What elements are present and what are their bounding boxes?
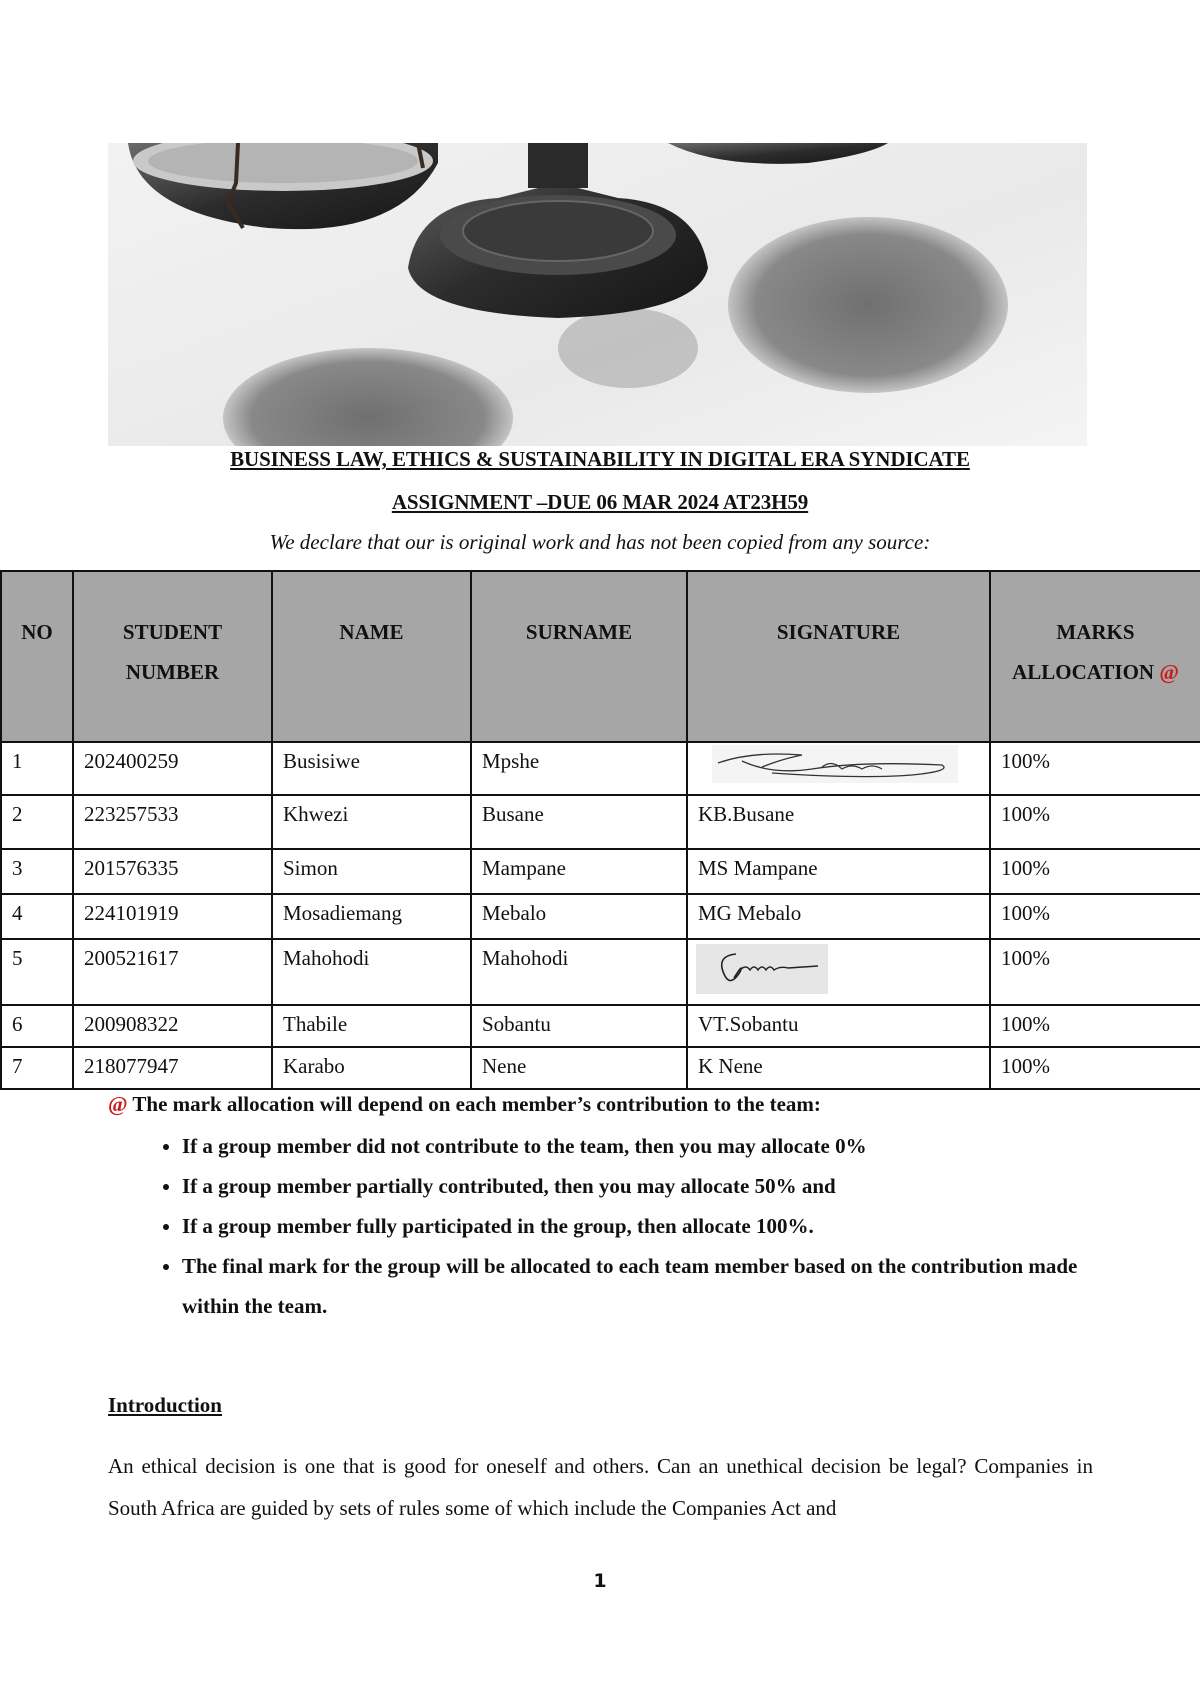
cell-student-number: 218077947 (73, 1047, 272, 1089)
cell-no: 7 (1, 1047, 73, 1089)
cell-no: 4 (1, 894, 73, 939)
cell-surname: Mebalo (471, 894, 687, 939)
table-row (1, 795, 1200, 849)
introduction-heading: Introduction (108, 1393, 222, 1417)
cell-signature: MG Mebalo (687, 894, 990, 939)
header-student-number: STUDENT NUMBER (73, 571, 272, 742)
list-item: • The final mark for the group will be allocated to each team member based on the contribution made within the team. (182, 1246, 1082, 1326)
scales-of-justice-image (108, 143, 1087, 446)
cell-signature: KB.Busane (687, 795, 990, 849)
header-marks-allocation: MARKS ALLOCATION @ (990, 571, 1200, 742)
cell-signature (687, 742, 990, 795)
cell-student-number: 223257533 (73, 795, 272, 849)
mark-allocation-note: @ The mark allocation will depend on each member’s contribution to the team: (108, 1092, 821, 1116)
cell-marks: 100% (990, 849, 1200, 894)
header-signature: SIGNATURE (687, 571, 990, 742)
header-no: NO (1, 571, 73, 742)
cell-surname: Mpshe (471, 742, 687, 795)
cell-no: 6 (1, 1005, 73, 1047)
cell-marks: 100% (990, 1047, 1200, 1089)
cell-signature: MS Mampane (687, 849, 990, 894)
list-item: • If a group member fully participated in the group, then allocate 100%. (182, 1206, 1082, 1246)
cell-student-number: 201576335 (73, 849, 272, 894)
declaration-text: We declare that our is original work and has not been copied from any source: (269, 530, 931, 554)
cell-name: Mosadiemang (272, 894, 471, 939)
cell-no: 5 (1, 939, 73, 1005)
cell-name: Thabile (272, 1005, 471, 1047)
table-row (1, 849, 1200, 894)
cell-no: 1 (1, 742, 73, 795)
cell-signature: VT.Sobantu (687, 1005, 990, 1047)
table-row (1, 894, 1200, 939)
cell-marks: 100% (990, 795, 1200, 849)
cell-signature (687, 939, 990, 1005)
cell-surname: Mampane (471, 849, 687, 894)
cell-surname: Mahohodi (471, 939, 687, 1005)
list-item: • If a group member partially contributed, then you may allocate 50% and (182, 1166, 1082, 1206)
table-row (1, 1005, 1200, 1047)
assignment-due-date: ASSIGNMENT –DUE 06 MAR 2024 AT23H59 (391, 490, 809, 514)
cell-surname: Nene (471, 1047, 687, 1089)
cell-signature: K Nene (687, 1047, 990, 1089)
cell-name: Simon (272, 849, 471, 894)
cell-marks: 100% (990, 742, 1200, 795)
handwritten-signature-icon (696, 944, 828, 994)
header-name: NAME (272, 571, 471, 742)
list-item: • If a group member did not contribute to the team, then you may allocate 0% (182, 1126, 1082, 1166)
cell-name: Busisiwe (272, 742, 471, 795)
cell-student-number: 200908322 (73, 1005, 272, 1047)
table-row (1, 939, 1200, 1005)
table-row (1, 742, 1200, 795)
at-symbol: @ (108, 1092, 128, 1116)
cell-no: 2 (1, 795, 73, 849)
cell-name: Khwezi (272, 795, 471, 849)
table-header-row (1, 571, 1200, 742)
cell-name: Karabo (272, 1047, 471, 1089)
cell-no: 3 (1, 849, 73, 894)
group-members-table (0, 570, 1200, 1090)
cell-marks: 100% (990, 939, 1200, 1005)
cell-marks: 100% (990, 894, 1200, 939)
document-title: BUSINESS LAW, ETHICS & SUSTAINABILITY IN DIGITAL ERA SYNDICATE (230, 447, 970, 471)
page-number: 1 (593, 1570, 607, 1592)
cell-surname: Sobantu (471, 1005, 687, 1047)
table-row (1, 1047, 1200, 1089)
cell-student-number: 202400259 (73, 742, 272, 795)
allocation-rules-list (140, 1126, 1082, 1326)
cell-surname: Busane (471, 795, 687, 849)
introduction-paragraph: An ethical decision is one that is good for oneself and others. Can an unethical decision be legal? Companies in South Africa are guided by sets of rules some of which include the Companies Act and (108, 1454, 1093, 1520)
cell-name: Mahohodi (272, 939, 471, 1005)
handwritten-signature-icon (712, 745, 958, 783)
cell-student-number: 200521617 (73, 939, 272, 1005)
header-surname: SURNAME (471, 571, 687, 742)
cell-marks: 100% (990, 1005, 1200, 1047)
cell-student-number: 224101919 (73, 894, 272, 939)
